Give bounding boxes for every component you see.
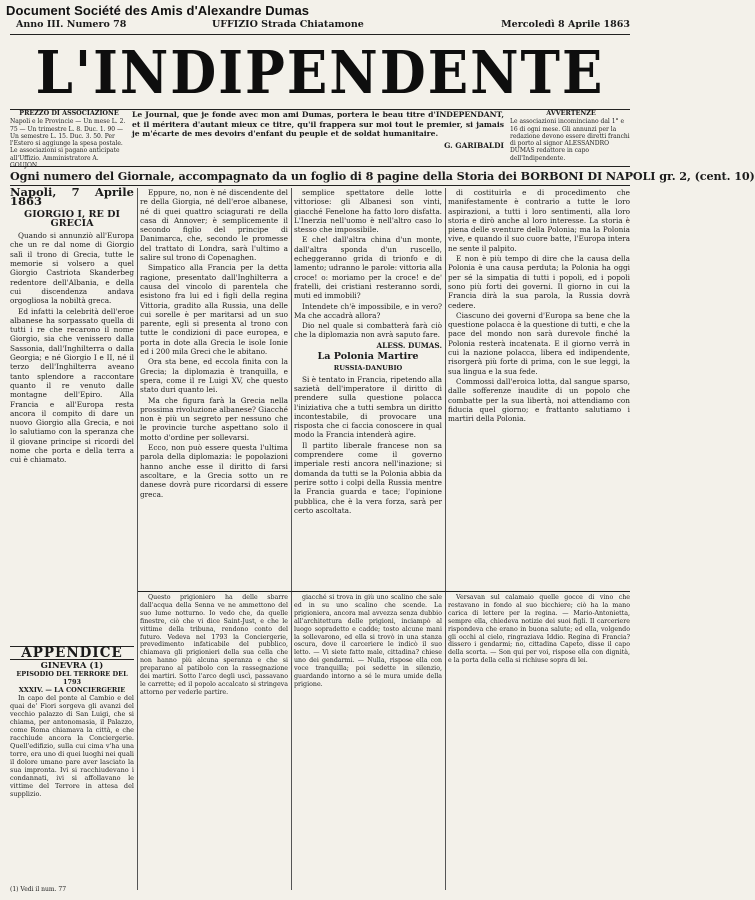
paragraph: Ecco, non può essere questa l'ultima parola della diplomazia: le popolazioni hanno anche esse il diritto di farsi ascoltare, e la Grecia sotto un re danese dovrà pure ricordarsi di essere greca.	[140, 443, 288, 499]
subscription-header: PREZZO DI ASSOCIAZIONE	[19, 109, 119, 117]
epigraph-box	[132, 110, 504, 150]
paragraph: Ed infatti la celebrità dell'eroe albanese ha sorpassato quella di tutti i re che recarono il nome Giorgio, sia che venissero dalla Sassonia, dall'Inghilterra o dalla Georgia; e né Giorgio I e II, né il terzo dell'Inghilterra aveano tanto splendore a raccontare quanto il re venuto dalle montagne dell'Epiro. Alla Francia e all'Europa resta ancora il compito di dare un nuovo Giorgio alla Grecia, e noi lo salutiamo con la speranza che il giovane principe si ricordi del nome che porta e della terra a cui è chiamato.	[10, 306, 134, 465]
masthead-title: L'INDIPENDENTE	[35, 38, 605, 108]
notice-box	[510, 110, 632, 162]
epigraph-text: Le Journal, que je fonde avec mon ami Dumas, portera le beau titre d'INDEPENDANT, et il méritera d'autant mieux ce titre, qu'il frappera sur moi tout le premier, si jamais je m'écarte de mes devoirs d'enfant du peuple et de soldat humanitaire.	[132, 110, 504, 139]
issue-date: Mercoledì 8 Aprile 1863	[501, 19, 630, 30]
feuilleton-column-4	[448, 594, 630, 665]
appendice-title: APPENDICE	[10, 646, 134, 660]
issue-office: UFFIZIO Strada Chiatamone	[212, 19, 364, 30]
paragraph: Eppure, no, non è né discendente del re della Giorgia, né dell'eroe albanese, né di quei quattro sciagurati re della casa di Annover; è semplicemente il secondo figlio del principe di Danimarca, che, secondo le promesse del trattato di Londra, sarà l'ultimo a salire sul trono di Copenaghen.	[140, 188, 288, 263]
appendice-text: In capo del ponte al Cambio e del quai de' Fiori sorgeva gli avanzi del vecchio palazzo di San Luigi, che si chiama, per antonomasia, il Palazzo, come Roma chiamava la città, e che racchiude ancora la Conciergerie. Quell'edifizio, sulla cui cima v'ha una torre, era uno di quei luoghi nei quali il dolore umano pare aver lasciato la sua impronta. Ivi si racchiudevano i condannati, ivi si affollavano le vittime del Terrore in attesa del supplizio.	[10, 694, 134, 798]
paragraph: semplice spettatore delle lotte vittoriose: gli Albanesi son vinti, giacché Fenelone ha fatto loro disfatta. L'Inerzia nell'uomo è nell'altro caso lo stesso che impossibile.	[294, 188, 442, 235]
subscription-box	[10, 110, 128, 169]
supplement-banner: Ogni numero del Giornale, accompagnato da un foglio di 8 pagine della Storia dei BORBONI DI NAPOLI gr. 2, (cent. 10)	[10, 166, 630, 186]
article-heading-giorgio: GIORGIO I, RE DI GRECIA	[24, 208, 120, 229]
article-subheading: RUSSIA-DANUBIO	[333, 364, 403, 373]
epigraph-signature: G. GARIBALDI	[444, 140, 504, 150]
paragraph: Intendete ch'è impossibile, e in vero? Ma che accadrà allora?	[294, 301, 442, 320]
paragraph: Simpatico alla Francia per la detta ragione, presentato dall'Inghilterra a causa del vincolo di parentela che esistono fra lui ed i figli della regina Vittoria, gradito alla Russia, una delle cui sorelle è per maritarsi ad un suo parente, egli si presenta al trono con tutte le condizioni di pace europea, e porta in dote alla Grecia le isole Ionie ed i 200 mila Greci che le abitano.	[140, 263, 288, 357]
notice-text: Le associazioni incominciano dal 1° e 16 di ogni mese. Gli annunzi per la redazione devono essere diretti franchi di porto al signor ALESSANDRO DUMAS redattore in capo dell'Indipendente.	[510, 118, 630, 162]
paragraph: Commossi dall'eroica lotta, dal sangue sparso, dalle sofferenze inaudite di un popolo che combatte per la sua libertà, noi attendiamo con fiducia quel giorno; e frattanto salutiamo i martiri della Polonia.	[448, 376, 630, 424]
paragraph: Ciascuno dei governi d'Europa sa bene che la questione polacca è la questione di tutti, e che la pace del mondo non sarà durevole finché la Polonia resterà incatenata. E il giorno verrà in cui la nazione polacca, libera ed indipendente, risorgerà più forte di prima, con le sue leggi, la sua lingua e la sua fede.	[448, 310, 630, 376]
paragraph: di costituirla e di procedimento che manifestamente è contrario a tutte le loro aspirazioni, a tutti i loro sentimenti, alla loro storia e dirò anche al loro interesse. La storia è piena delle sventure della Polonia; ma la Polonia vive, e quando il suo cuore batte, l'Europa intera ne sente il palpito.	[448, 188, 630, 253]
appendice-chapter: XXXIV. — LA CONCIERGERIE	[18, 686, 126, 694]
appendice-section	[10, 646, 134, 798]
paragraph: giacché si trova in giù uno scalino che sale ed in su uno scalino che scende. La prigioniera, ancora mal avvezza senza dubbio all'architettura delle prigioni, inciampò al luogo sopradetto e cadde; tosto alcune mani la sollevarono, ed ella si trovò in una stanza oscura, dove il carceriere le indicò il suo letto. — Vi siete fatto male, cittadina? chiese uno dei gendarmi. — Nulla, rispose ella con voce tranquilla; poi sedette in silenzio, guardando intorno a sé le mura umide della prigione.	[294, 594, 442, 688]
paragraph: E che! dall'altra china d'un monte, dall'altra sponda d'un ruscello, echeggeranno grida di trionfo e di lamento; udranno le parole: vittoria alla croce! o: moriamo per la croce! e de' fratelli, dei cristiani resteranno sordi, muti ed immobili?	[294, 235, 442, 301]
column-rule-2	[291, 188, 292, 890]
issue-line	[12, 19, 630, 33]
column-rule-3	[445, 188, 446, 890]
appendice-subtitle: GINEVRA (1)	[40, 661, 104, 671]
column-4	[448, 188, 630, 424]
subscription-text: Napoli e le Provincie — Un mese L. 2. 75 — Un trimestre L. 8. Duc. 1. 90 — Un semestre L. 15. Duc. 3. 50. Per l'Estero si aggiunge la spesa postale. Le associazioni si pagano anticipate all'Uffizio. Amministratore A. GOUJON.	[10, 118, 126, 170]
column-1	[10, 185, 134, 466]
feuilleton-rule	[138, 591, 630, 592]
paragraph: Dio nel quale si combatterà farà ciò che la diplomazia non avrà saputo fare.	[294, 321, 442, 340]
paragraph: Versavan sul calamaio quelle gocce di vino che restavano in fondo al suo bicchiere; ciò ha la mano carica di lettere per la regina. — Mario-Antonietta, sempre ella, chiedeva notizie dei suoi figli. Il carceriere rispondeva che erano in buona salute; ed ella, volgendo gli occhi al cielo, ringraziava Iddio. Regina di Francia? dissero i gendarmi; no, cittadina Capeto, disse il capo della scorta. — Son qui per voi, rispose ella con dignità, e la porta della cella si richiuse sopra di lei.	[448, 594, 630, 665]
article-heading-polonia: La Polonia Martire	[317, 351, 419, 363]
paragraph: Il partito liberale francese non sa comprendere come il governo imperiale resti ancora nell'inazione; si domanda da tutti se la Polonia abbia da perire sotto i colpi della Russia mentre la Francia guarda e tace; l'opinione pubblica, che è la vera forza, sarà per certo ascoltata.	[294, 440, 442, 515]
notice-header: AVVERTENZE	[546, 109, 596, 117]
paragraph: E non è più tempo di dire che la causa della Polonia è una causa perduta; la Polonia ha oggi per sé la simpatia di tutti i popoli, ed i popoli sono più forti dei governi. Il giorno in cui la Francia dirà la sua parola, la Russia dovrà cedere.	[448, 254, 630, 310]
appendice-episode: EPISODIO DEL TERRORE DEL 1793	[16, 670, 128, 686]
paragraph: Quando si annunziò all'Europa che un re dal nome di Giorgio salì il trono di Grecia, tutte le memorie si volsero a quel Giorgio Castriota Skanderbeg redentore dell'Albania, e della cui discendenza andava orgogliosa la nobiltà greca.	[10, 231, 134, 306]
paragraph: Si è tentato in Francia, ripetendo alla sazietà dell'imperatore il diritto di prendere sulla questione polacca l'iniziativa che a tutti sembra un diritto incontestabile, di provocare una risposta che ci faccia conoscere in qual modo la Francia intenderà agire.	[294, 374, 442, 440]
issue-number: Anno III. Numero 78	[16, 19, 127, 30]
article-signature: ALESS. DUMAS.	[376, 340, 442, 350]
paragraph: Ora sta bene, ed eccola finita con la Grecia; la diplomazia è tranquilla, e spera, come il re Luigi XV, che questo stato duri quanto lei.	[140, 357, 288, 395]
column-3	[294, 188, 442, 516]
dateline: Napoli, 7 Aprile 1863	[10, 185, 134, 209]
column-2	[140, 188, 288, 500]
archive-watermark: Document Société des Amis d'Alexandre Dumas	[6, 3, 310, 18]
feuilleton-column-2	[140, 594, 288, 697]
paragraph: Ma che figura farà la Grecia nella prossima rivoluzione albanese? Giacché non è più un segreto per nessuno che le provincie turche aspettano solo il motto d'ordine per sollevarsi.	[140, 395, 288, 442]
column-rule-1	[137, 188, 138, 890]
footnote: (1) Vedi il num. 77	[10, 886, 67, 893]
paragraph: Questo prigioniero ha delle sbarre dall'acqua della Senna ve ne ammettono del suo lume notturno. Io vedo che, da quelle finestre, ciò che vi dice Saint-Just, e che le vittime della tribuna, rendono conto del futuro. Vedeva nel 1793 la Conciergerie, prevedimento infaticabile del pubblico, chiamava gli prigionieri della sua cella che non hanno più alcuna speranza e che si preparano al patibolo con la rassegnazione dei martiri. Sotto l'arco degli uscì, passavano le carrette; ed il popolo accalcato si stringeva attorno per vederle partire.	[140, 594, 288, 696]
feuilleton-column-3	[294, 594, 442, 689]
